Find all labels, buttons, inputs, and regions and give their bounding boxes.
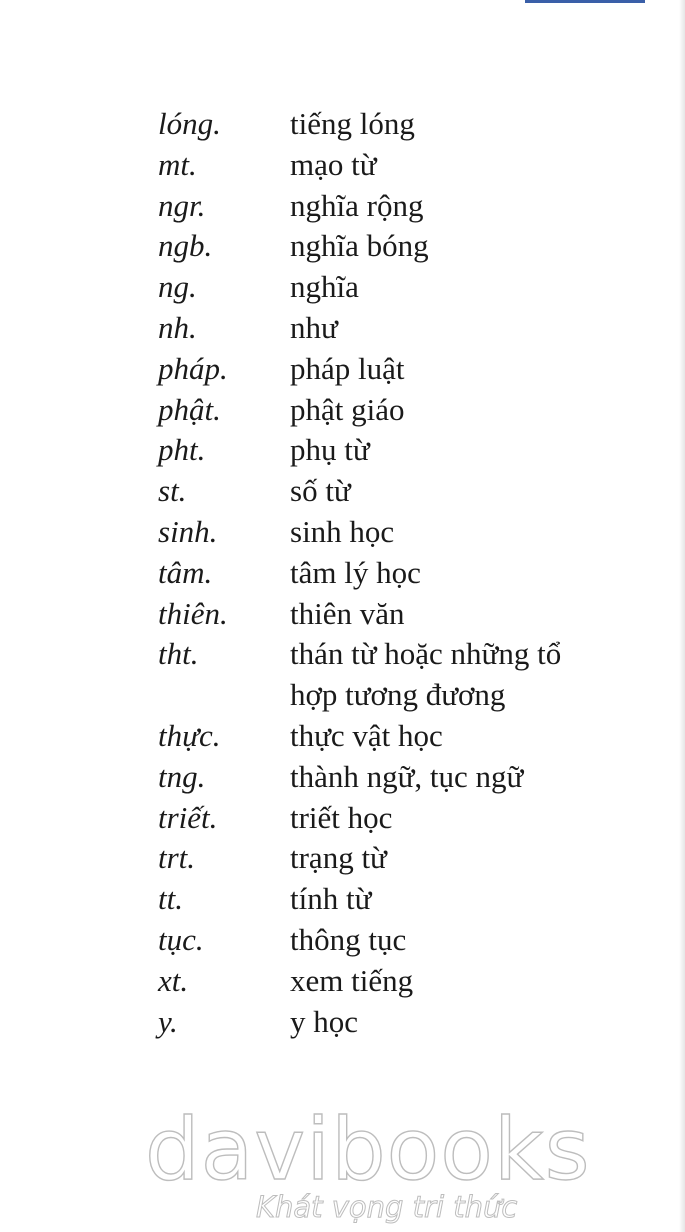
abbreviation-row [158, 430, 678, 471]
abbreviation-meaning: thành ngữ, tục ngữ [290, 758, 524, 794]
page-top-edge [525, 0, 645, 3]
abbreviation-meaning: nghĩa [290, 269, 359, 305]
abbreviation-term: ng. [158, 269, 197, 305]
abbreviation-term: trt. [158, 840, 196, 876]
abbreviation-meaning: thán từ hoặc những tổ hợp tương đương [290, 636, 562, 713]
abbreviation-term: tng. [158, 758, 206, 794]
watermark-slogan: Khát vọng tri thức [256, 1190, 518, 1224]
abbreviation-meaning: xem tiếng [290, 962, 414, 998]
abbreviation-list [158, 104, 678, 1042]
abbreviation-term: y. [158, 1003, 178, 1039]
abbreviation-row [158, 757, 678, 798]
abbreviation-meaning: số từ [290, 473, 351, 509]
abbreviation-row [158, 553, 678, 594]
abbreviation-meaning: triết học [290, 799, 393, 835]
abbreviation-meaning: sinh học [290, 513, 395, 549]
abbreviation-term: lóng. [158, 106, 221, 141]
abbreviation-row [158, 104, 678, 145]
abbreviation-term: tt. [158, 881, 183, 917]
page-edge-shadow [679, 0, 685, 1232]
abbreviation-row [158, 390, 678, 431]
abbreviation-meaning: phụ từ [290, 432, 370, 468]
abbreviation-term: st. [158, 473, 187, 509]
abbreviation-term: sinh. [158, 513, 218, 549]
abbreviation-row [158, 349, 678, 390]
abbreviation-meaning: nghĩa bóng [290, 228, 429, 264]
abbreviation-row [158, 716, 678, 757]
abbreviation-meaning: như [290, 309, 338, 345]
abbreviation-meaning: thông tục [290, 921, 407, 957]
abbreviation-term: thiên. [158, 595, 228, 631]
abbreviation-term: nh. [158, 309, 197, 345]
abbreviation-term: ngb. [158, 228, 213, 264]
abbreviation-row [158, 145, 678, 186]
abbreviation-meaning: trạng từ [290, 840, 387, 876]
abbreviation-meaning: mạo từ [290, 146, 377, 182]
abbreviation-row [158, 267, 678, 308]
abbreviation-term: xt. [158, 962, 189, 998]
abbreviation-row [158, 798, 678, 839]
abbreviation-meaning: tính từ [290, 881, 372, 917]
abbreviation-row [158, 634, 678, 716]
abbreviation-term: pht. [158, 432, 206, 468]
abbreviation-row [158, 186, 678, 227]
abbreviation-meaning: y học [290, 1003, 359, 1039]
abbreviation-row [158, 1002, 678, 1043]
abbreviation-term: tục. [158, 921, 204, 957]
abbreviation-row [158, 961, 678, 1002]
abbreviation-term: phật. [158, 391, 221, 427]
abbreviation-term: mt. [158, 146, 197, 182]
abbreviation-term: tht. [158, 636, 199, 672]
abbreviation-row [158, 879, 678, 920]
abbreviation-row [158, 920, 678, 961]
abbreviation-meaning: nghĩa rộng [290, 187, 424, 223]
abbreviation-meaning: phật giáo [290, 391, 405, 427]
abbreviation-meaning: tiếng lóng [290, 106, 415, 141]
abbreviation-row [158, 471, 678, 512]
abbreviation-meaning: thực vật học [290, 717, 443, 753]
abbreviation-row [158, 308, 678, 349]
abbreviation-term: triết. [158, 799, 218, 835]
abbreviation-row [158, 512, 678, 553]
abbreviation-term: pháp. [158, 350, 228, 386]
abbreviation-term: ngr. [158, 187, 206, 223]
abbreviation-meaning: tâm lý học [290, 554, 421, 590]
watermark-brand: davibooks [145, 1100, 591, 1200]
abbreviation-meaning: thiên văn [290, 595, 405, 631]
abbreviation-meaning: pháp luật [290, 350, 405, 386]
abbreviation-term: thực. [158, 717, 221, 753]
abbreviation-term: tâm. [158, 554, 213, 590]
abbreviation-row [158, 226, 678, 267]
abbreviation-row [158, 594, 678, 635]
abbreviation-row [158, 838, 678, 879]
